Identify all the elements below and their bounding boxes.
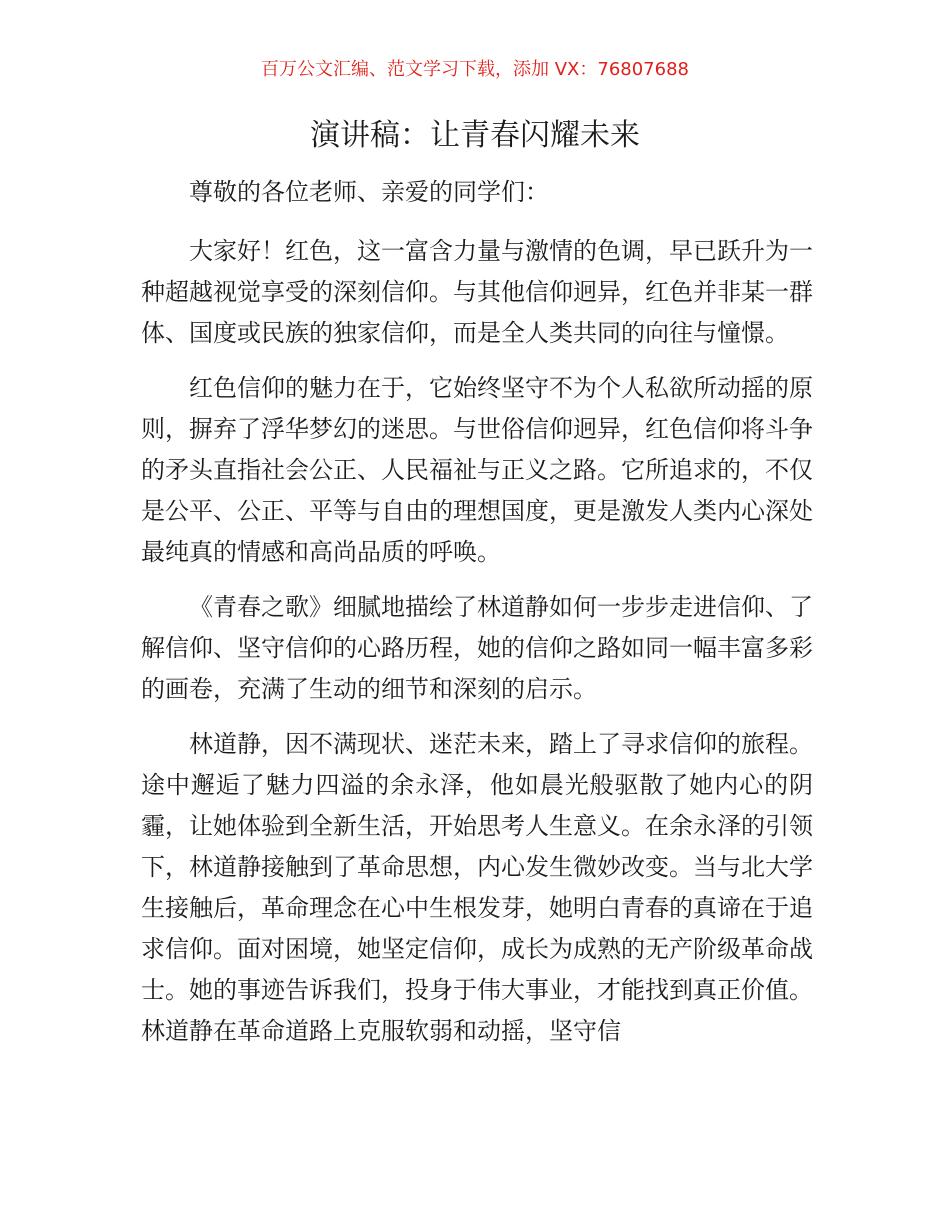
document-title: 演讲稿：让青春闪耀未来 xyxy=(310,118,640,153)
paragraph-3: 《青春之歌》细腻地描绘了林道静如何一步步走进信仰、了解信仰、坚守信仰的心路历程，她的信仰之路如同一幅丰富多彩的画卷，充满了生动的细节和深刻的启示。 xyxy=(141,593,813,703)
greeting-line: 尊敬的各位老师、亲爱的同学们： xyxy=(189,178,549,206)
paragraph-4: 林道静，因不满现状、迷茫未来，踏上了寻求信仰的旅程。途中邂逅了魅力四溢的余永泽，他如晨光般驱散了她内心的阴霾，让她体验到全新生活，开始思考人生意义。在余永泽的引领下，林道静接触到了革命思想，内心发生微妙改变。当与北大学生接触后，革命理念在心中生根发芽，她明白青春的真谛在于追求信仰。面对困境，她坚定信仰，成长为成熟的无产阶级革命战士。她的事迹告诉我们，投身于伟大事业，才能找到真正价值。林道静在革命道路上克服软弱和动摇，坚守信 xyxy=(141,730,813,1045)
paragraph-1: 大家好！红色，这一富含力量与激情的色调，早已跃升为一种超越视觉享受的深刻信仰。与其他信仰迥异，红色并非某一群体、国度或民族的独家信仰，而是全人类共同的向往与憧憬。 xyxy=(141,237,813,347)
header-watermark-note: 百万公文汇编、范文学习下载，添加 VX：76807688 xyxy=(261,59,689,80)
document-body xyxy=(141,172,813,1066)
paragraph-2: 红色信仰的魅力在于，它始终坚守不为个人私欲所动摇的原则，摒弃了浮华梦幻的迷思。与世俗信仰迥异，红色信仰将斗争的矛头直指社会公正、人民福祉与正义之路。它所追求的，不仅是公平、公正、平等与自由的理想国度，更是激发人类内心深处最纯真的情感和高尚品质的呼唤。 xyxy=(141,374,813,566)
